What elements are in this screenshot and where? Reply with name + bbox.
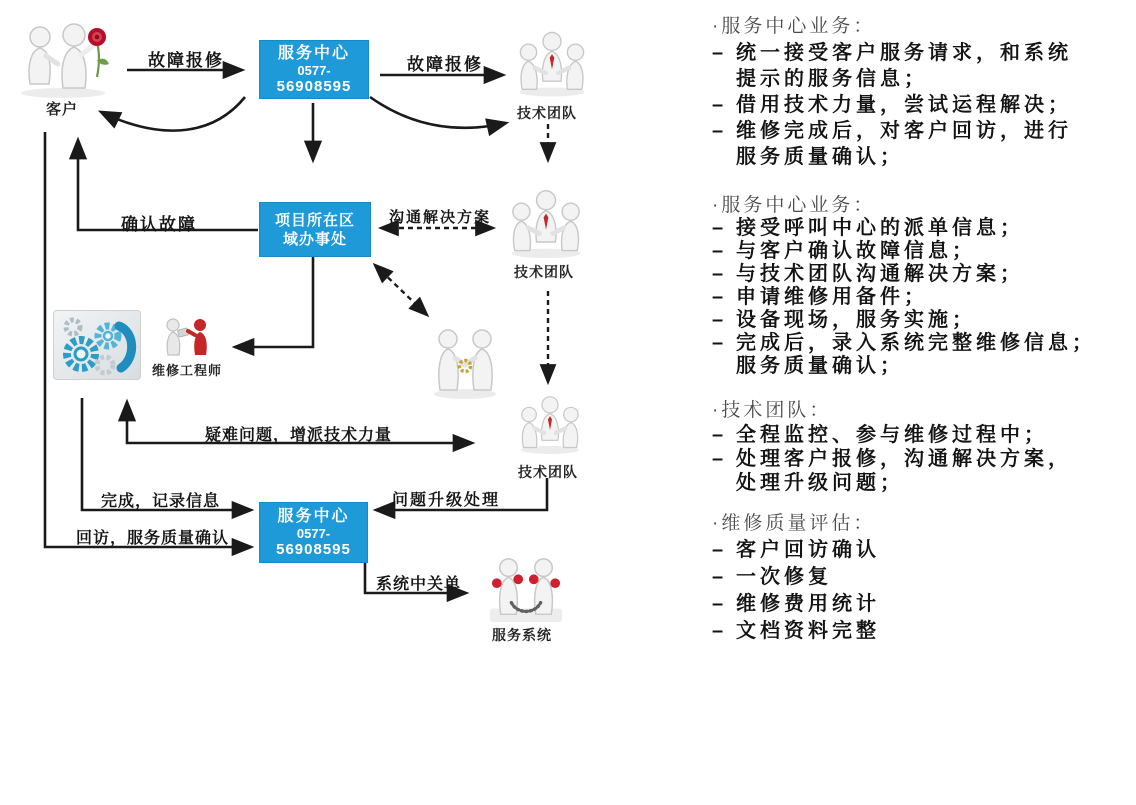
note-dash: – [712,566,724,588]
note-dash: – [712,240,724,262]
arrow-curve-to-team1 [370,97,506,128]
dashed-office-handshake [375,265,427,315]
note-dash: – [712,286,724,308]
note-line [712,537,1136,564]
note-dash: – [712,539,724,561]
service-center-title: 服务中心 [277,507,350,525]
edge-label-system-close: 系统中关单 [376,576,462,593]
note-section-header: ·维修质量评估： [712,513,876,534]
note-text: 维修完成后，对客户回访，进行 [736,120,1072,142]
note-section [712,399,1136,495]
note-line [712,332,1136,355]
edge-label-return-visit: 回访，服务质量确认 [76,530,230,547]
engineer-image [158,317,216,359]
note-text: 申请维修用备件； [736,286,928,308]
note-section-header: ·服务中心业务： [712,195,876,216]
service-center-box-bottom [259,502,368,563]
note-dash: – [712,593,724,615]
team2-image [505,188,587,260]
note-line [712,618,1136,645]
service-system-label: 服务系统 [492,627,552,643]
note-text: 一次修复 [736,566,832,588]
service-center-phone: 56908595 [276,540,351,558]
edge-label-confirm-fault: 确认故障 [121,215,197,234]
engineer-label: 维修工程师 [152,363,223,378]
note-dash: – [712,42,724,64]
note-text: 提示的服务信息； [736,68,928,90]
edge-label-report1: 故障报修 [148,51,224,70]
note-line [712,564,1136,591]
note-section [712,194,1136,378]
note-dash: – [712,263,724,285]
note-dash: – [712,309,724,331]
note-line [712,118,1136,144]
note-dash: – [712,332,724,354]
edge-label-problem-escalation: 问题升级处理 [392,492,501,509]
note-text: 维修费用统计 [736,593,880,615]
note-line [712,240,1136,263]
service-center-phone-prefix: 0577- [296,525,331,541]
note-text: 处理客户报修，沟通解决方案， [736,448,1072,470]
note-line [712,423,1136,447]
note-text: 接受呼叫中心的派单信息； [736,217,1024,239]
note-section-header: ·服务中心业务： [712,16,876,37]
note-line [712,217,1136,240]
note-line [712,355,1136,378]
handshake-image [430,326,500,400]
note-line [712,66,1136,92]
note-dash: – [712,120,724,142]
team1-image [515,28,589,100]
team1-label: 技术团队 [517,105,577,121]
office-line1: 项目所在区 [274,211,355,229]
team3-image [517,390,583,460]
edge-label-report2: 故障报修 [407,55,483,74]
edge-label-escalate-support: 疑难问题，增派技术力量 [205,427,393,444]
note-line [712,471,1136,495]
office-box [259,202,371,257]
team2-label: 技术团队 [514,264,574,280]
note-line [712,309,1136,332]
edge-label-discuss-solution: 沟通解决方案 [389,209,492,226]
note-section [712,14,1136,170]
note-dash: – [712,424,724,446]
note-line [712,286,1136,309]
note-line [712,92,1136,118]
note-line [712,144,1136,170]
service-center-title: 服务中心 [277,44,350,62]
note-text: 全程监控、参与维修过程中； [736,424,1048,446]
note-text: 设备现场，服务实施； [736,309,976,331]
note-text: 文档资料完整 [736,620,880,642]
gears-image [53,310,141,380]
note-text: 借用技术力量，尝试运程解决； [736,94,1072,116]
note-text: 客户回访确认 [736,539,880,561]
note-text: 与技术团队沟通解决方案； [736,263,1024,285]
note-line [712,591,1136,618]
note-line [712,447,1136,471]
note-line [712,40,1136,66]
note-text: 统一接受客户服务请求，和系统 [736,42,1072,64]
note-section-header: ·技术团队： [712,400,832,421]
service-center-phone: 56908595 [276,77,352,95]
note-text: 服务质量确认； [736,146,904,168]
note-line [712,263,1136,286]
service-center-box-top [259,40,369,99]
office-line2: 域办事处 [282,230,347,248]
note-text: 处理升级问题； [736,472,904,494]
note-dash: – [712,94,724,116]
notes-panel [712,0,1136,805]
note-dash: – [712,448,724,470]
team3-label: 技术团队 [518,464,578,480]
customer-label: 客户 [46,101,79,118]
arrow-office-to-engineer [235,257,313,347]
note-dash: – [712,217,724,239]
note-section [712,510,1136,645]
arrow-curve-to-customer [101,97,245,131]
customer-image [18,22,116,100]
note-dash: – [712,620,724,642]
service-system-image [487,554,565,626]
note-text: 服务质量确认； [736,355,904,377]
note-text: 与客户确认故障信息； [736,240,976,262]
note-text: 完成后，录入系统完整维修信息； [736,332,1096,354]
edge-label-complete-record: 完成，记录信息 [101,493,221,510]
service-center-phone-prefix: 0577- [297,62,331,78]
